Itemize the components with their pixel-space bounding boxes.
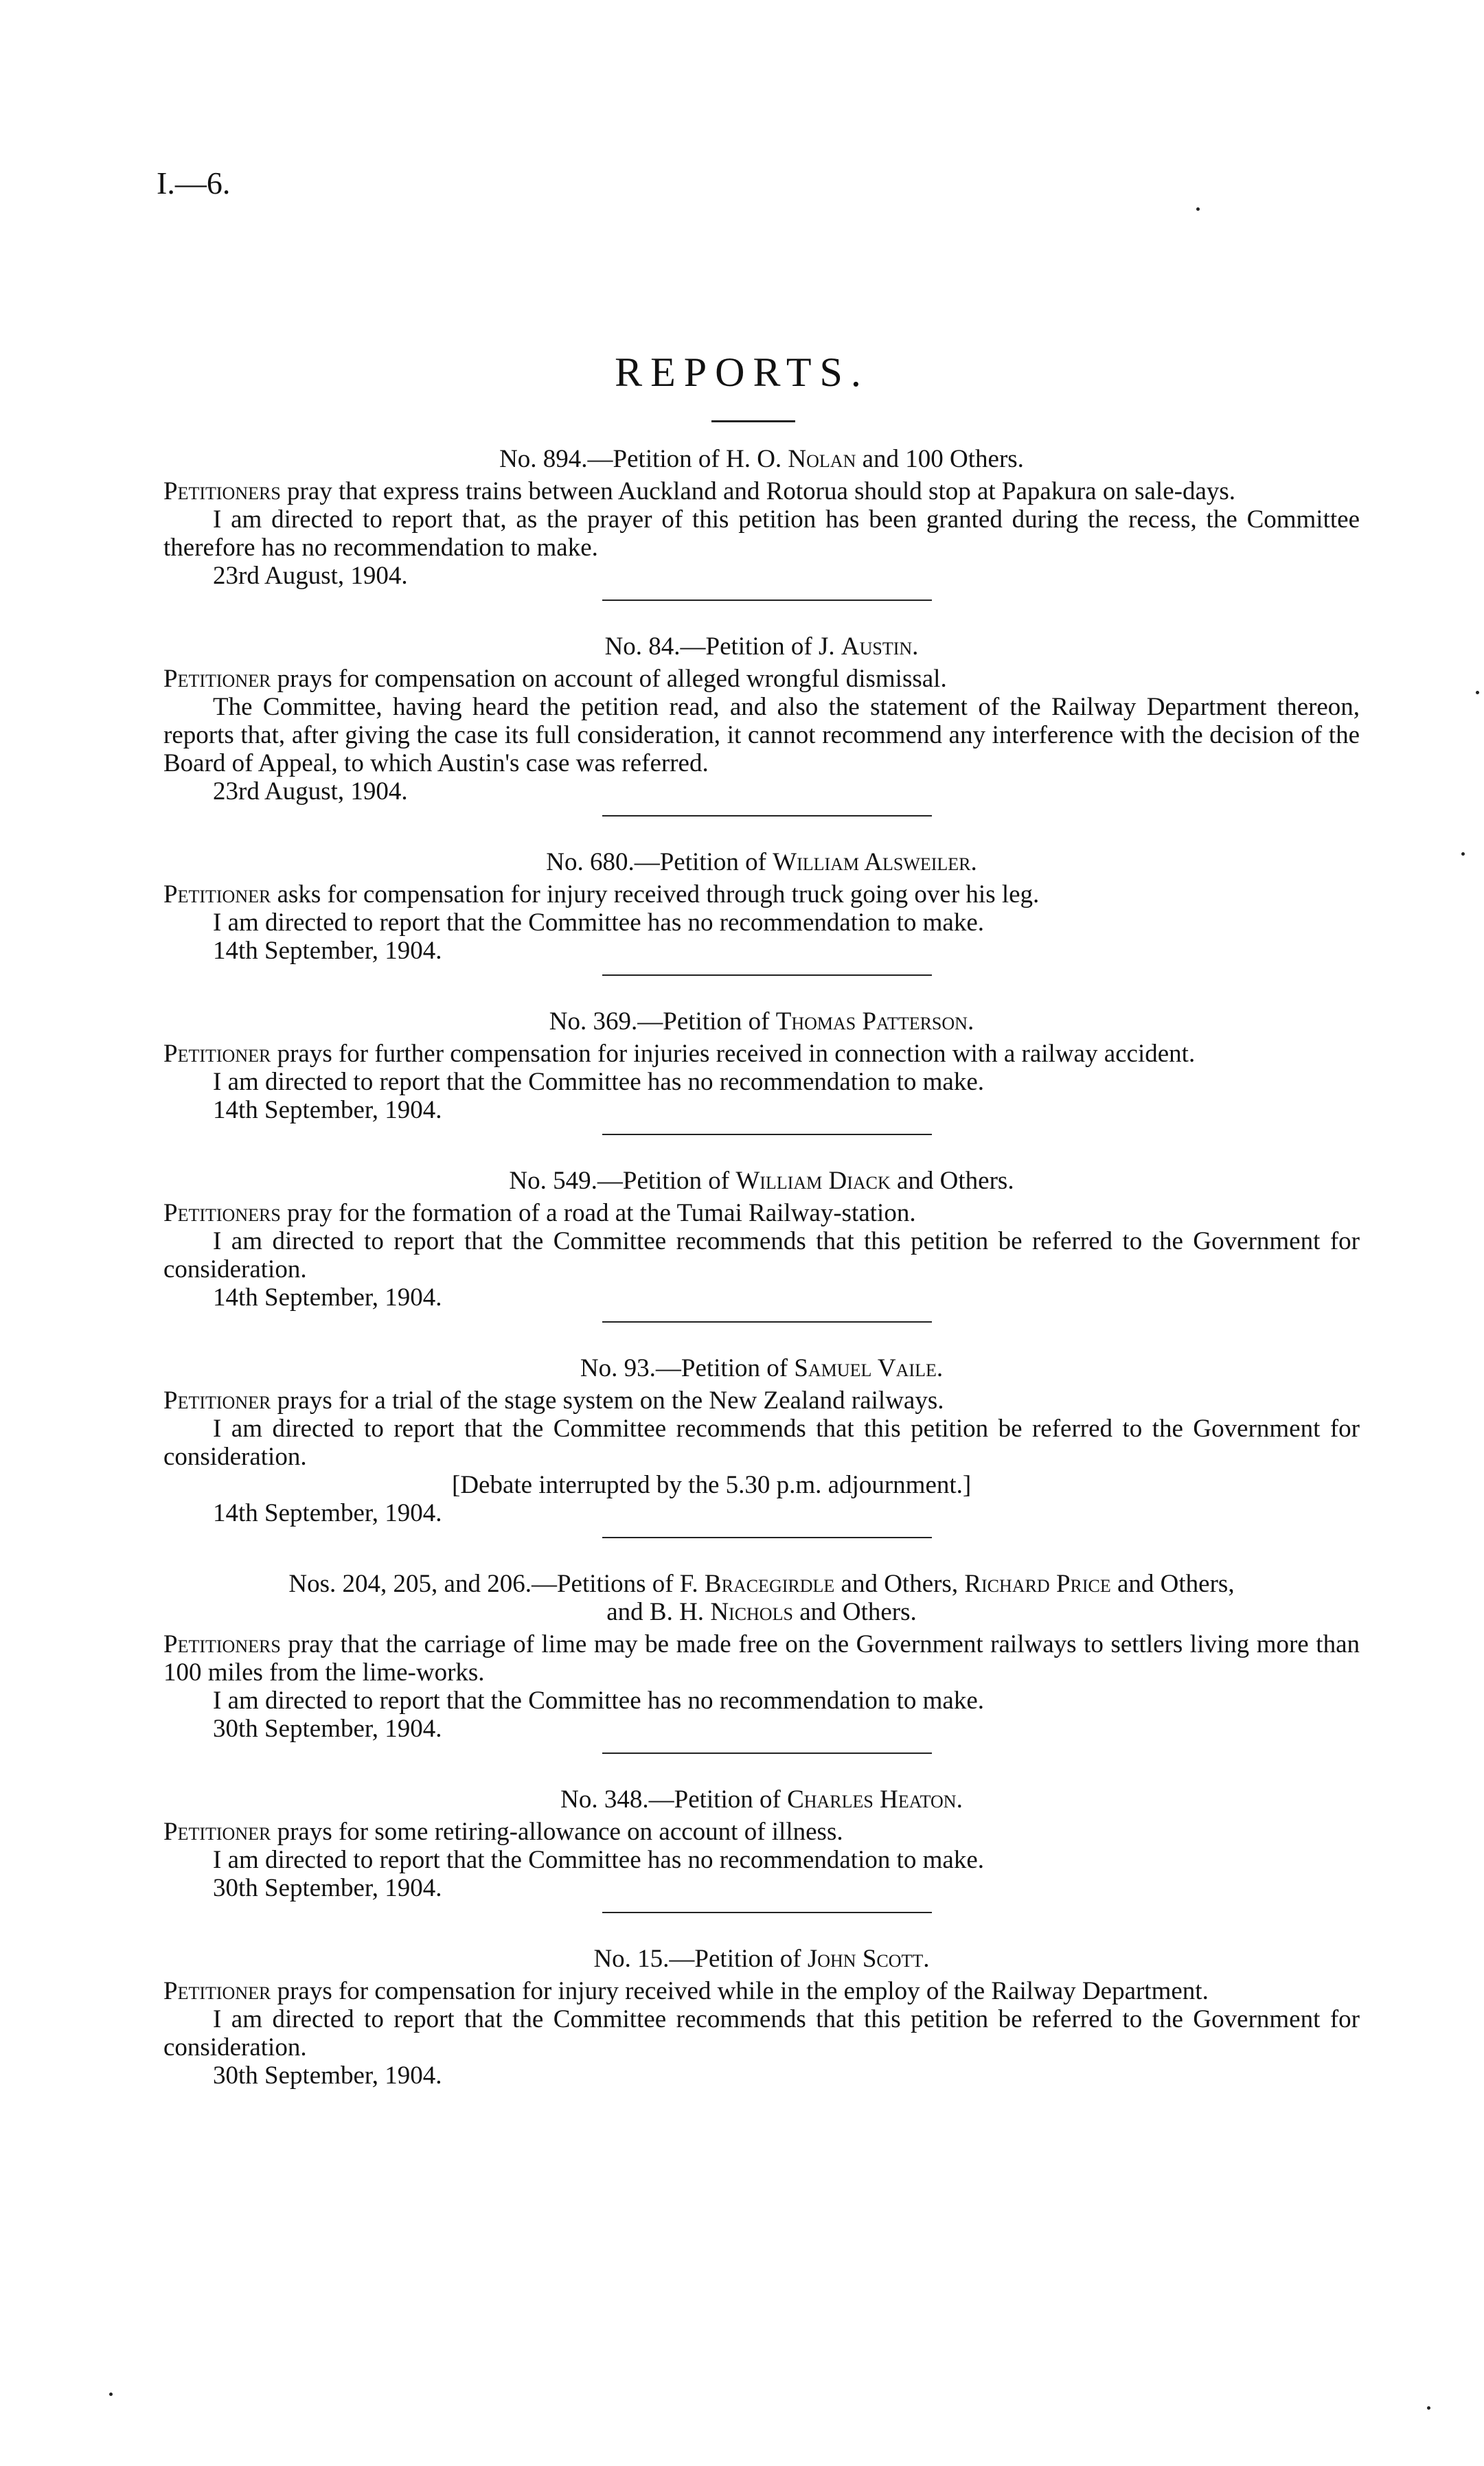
report-date: 30th September, 1904.	[213, 2062, 442, 2090]
petition-summary: Petitioners pray for the formation of a road at the Tumai Railway-station.	[163, 1199, 916, 1227]
petition-summary: Petitioner prays for some retiring-allowance on account of illness.	[163, 1818, 843, 1846]
report-date: 23rd August, 1904.	[213, 777, 408, 806]
committee-report: The Committee, having heard the petition read, and also the statement of the Railway Department thereon, reports that, after giving the case its full consideration, it cannot recommend any interference with the decision of the Board of Appeal, to which Austin's case was referred.	[163, 693, 1360, 777]
committee-report: I am directed to report that the Committee recommends that this petition be referred to the Government for consideration.	[163, 1227, 1360, 1283]
report-369	[163, 1007, 1360, 1135]
debate-note: [Debate interrupted by the 5.30 p.m. adjournment.]	[452, 1471, 972, 1499]
scan-speck	[1427, 2406, 1430, 2410]
scan-speck	[1461, 852, 1465, 856]
report-title: No. 680.—Petition of William Alsweiler.	[546, 848, 977, 876]
committee-report: I am directed to report that the Committee recommends that this petition be referred to the Government for consideration.	[163, 2005, 1360, 2062]
committee-report: I am directed to report that the Committee has no recommendation to make.	[213, 1846, 985, 1874]
committee-report: I am directed to report that the Committee has no recommendation to make.	[213, 1068, 985, 1096]
heading-rule	[711, 420, 795, 422]
petition-summary: Petitioner prays for compensation for injury received while in the employ of the Railway Department.	[163, 1977, 1209, 2005]
report-title: No. 894.—Petition of H. O. Nolan and 100 Others.	[499, 445, 1024, 473]
report-date: 30th September, 1904.	[213, 1874, 442, 1902]
petition-summary: Petitioners pray that express trains between Auckland and Rotorua should stop at Papakura on sale-days.	[163, 477, 1236, 505]
separator-rule	[602, 600, 932, 601]
separator-rule	[602, 815, 932, 817]
report-549	[163, 1167, 1360, 1323]
report-date: 30th September, 1904.	[213, 1715, 442, 1743]
report-date: 14th September, 1904.	[213, 1096, 442, 1124]
separator-rule	[602, 1321, 932, 1323]
report-title: No. 549.—Petition of William Diack and Others.	[509, 1167, 1014, 1195]
report-date: 14th September, 1904.	[213, 937, 442, 965]
report-title: No. 84.—Petition of J. Austin.	[604, 632, 919, 661]
report-date: 14th September, 1904.	[213, 1499, 442, 1527]
report-title: No. 369.—Petition of Thomas Patterson.	[549, 1007, 974, 1036]
report-title: No. 348.—Petition of Charles Heaton.	[560, 1785, 963, 1814]
page-code: I.—6.	[157, 165, 231, 201]
committee-report: I am directed to report that the Committee recommends that this petition be referred to the Government for consideration.	[163, 1415, 1360, 1471]
reports-list	[163, 445, 1360, 2090]
petition-summary: Petitioner prays for compensation on account of alleged wrongful dismissal.	[163, 665, 947, 693]
petition-summary: Petitioner prays for a trial of the stage system on the New Zealand railways.	[163, 1386, 944, 1415]
scan-speck	[1196, 207, 1200, 211]
report-date: 23rd August, 1904.	[213, 562, 408, 590]
separator-rule	[602, 1134, 932, 1135]
report-title: No. 15.—Petition of John Scott.	[593, 1945, 930, 1973]
report-204-205-206	[163, 1570, 1360, 1754]
committee-report: I am directed to report that the Committee has no recommendation to make.	[213, 909, 985, 937]
separator-rule	[602, 974, 932, 976]
report-93	[163, 1354, 1360, 1538]
report-894	[163, 445, 1360, 601]
petition-summary: Petitioners pray that the carriage of lime may be made free on the Government railways to settlers living more than 100 miles from the lime-works.	[163, 1630, 1360, 1687]
committee-report: I am directed to report that the Committee has no recommendation to make.	[213, 1687, 985, 1715]
separator-rule	[602, 1537, 932, 1538]
scan-speck	[109, 2393, 113, 2396]
separator-rule	[602, 1912, 932, 1913]
report-date: 14th September, 1904.	[213, 1283, 442, 1312]
report-84	[163, 632, 1360, 817]
petition-summary: Petitioner prays for further compensation for injuries received in connection with a railway accident.	[163, 1040, 1196, 1068]
petition-summary: Petitioner asks for compensation for injury received through truck going over his leg.	[163, 880, 1040, 909]
page-heading: REPORTS.	[615, 350, 869, 395]
separator-rule	[602, 1753, 932, 1754]
report-680	[163, 848, 1360, 976]
committee-report: I am directed to report that, as the prayer of this petition has been granted during the recess, the Committee therefore has no recommendation to make.	[163, 505, 1360, 562]
report-title: Nos. 204, 205, and 206.—Petitions of F. Bracegirdle and Others, Richard Price and Others, and B. H. Nichols and Others.	[288, 1570, 1235, 1626]
report-title: No. 93.—Petition of Samuel Vaile.	[580, 1354, 944, 1382]
report-15	[163, 1945, 1360, 2090]
scan-speck	[1476, 691, 1479, 694]
report-348	[163, 1785, 1360, 1913]
